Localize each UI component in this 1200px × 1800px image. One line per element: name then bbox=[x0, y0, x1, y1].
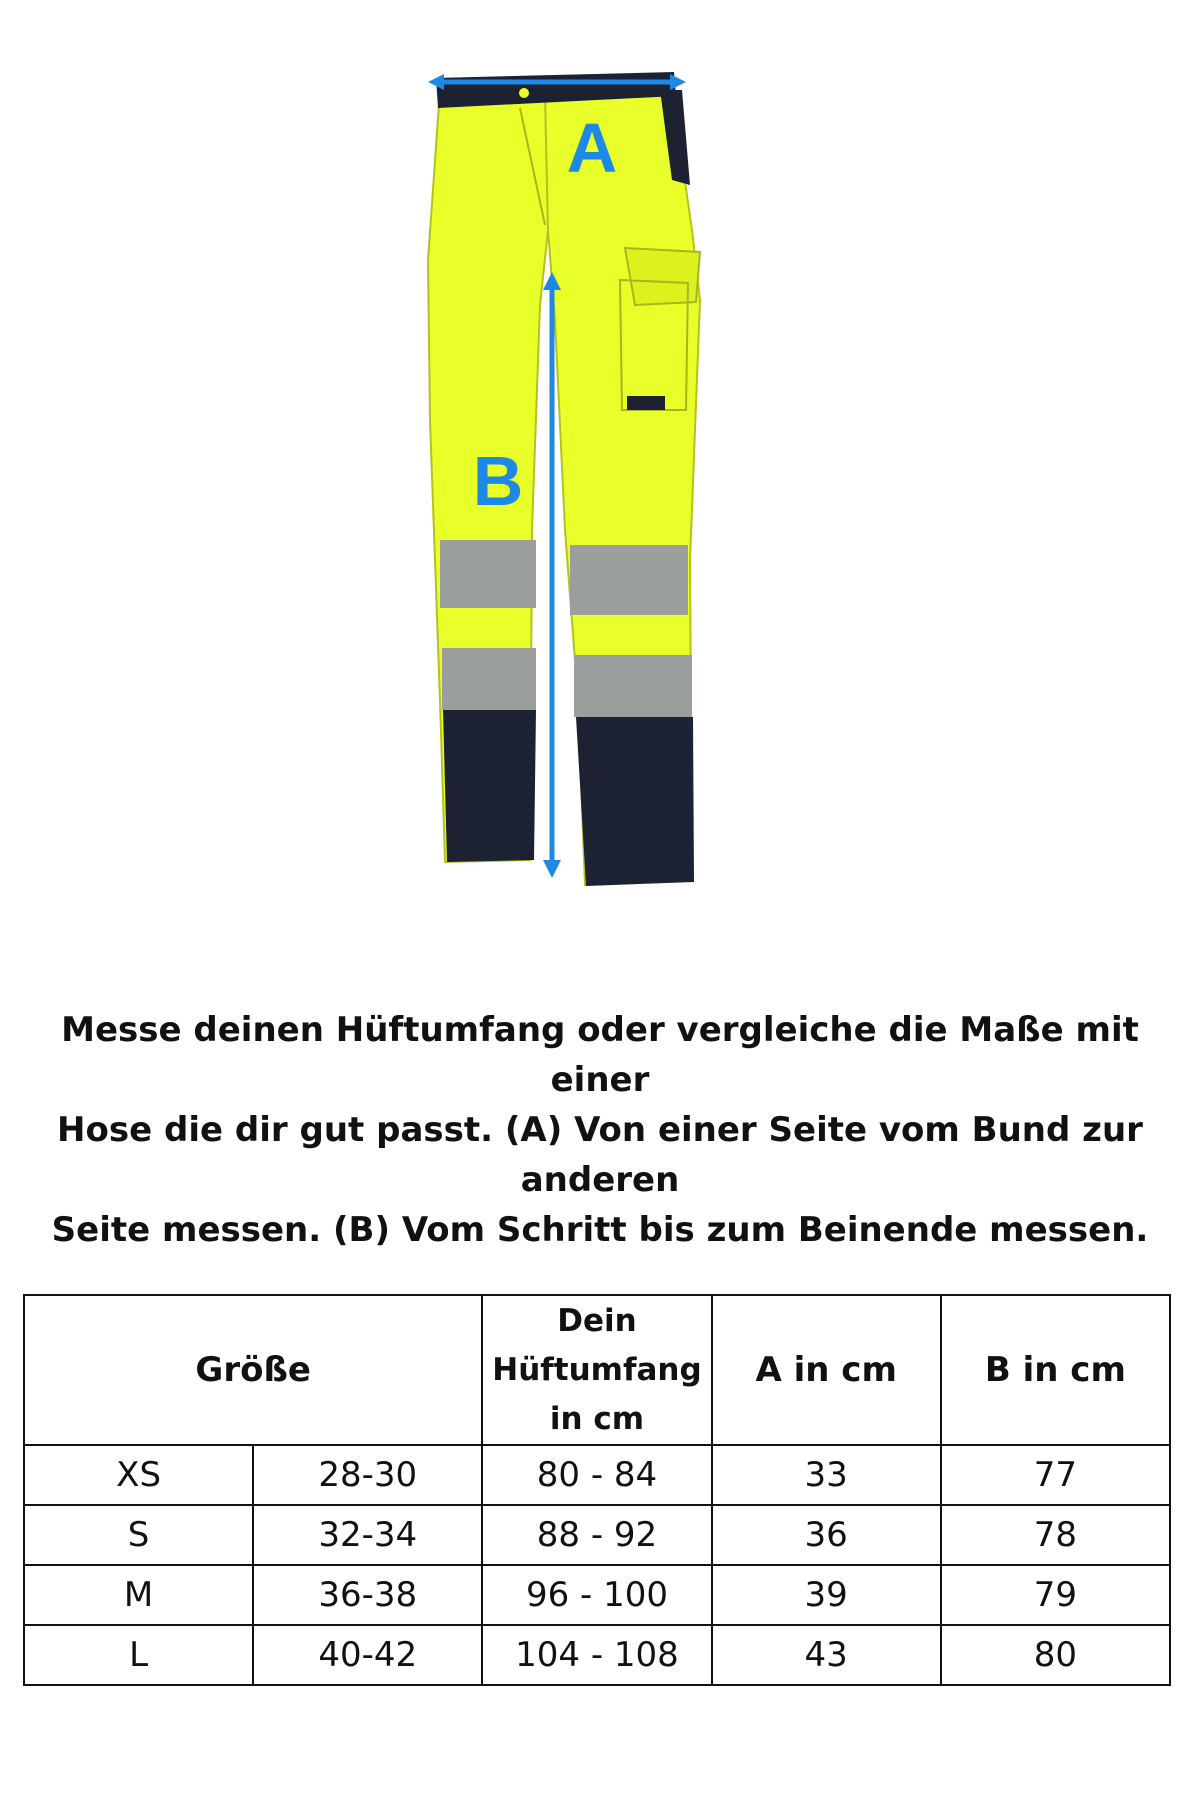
cell-a: 39 bbox=[712, 1565, 941, 1625]
cell-size: XS bbox=[24, 1445, 253, 1505]
cell-a: 33 bbox=[712, 1445, 941, 1505]
cell-b: 79 bbox=[941, 1565, 1170, 1625]
table-row bbox=[24, 1625, 1170, 1685]
cell-a: 36 bbox=[712, 1505, 941, 1565]
table-header-row bbox=[24, 1295, 1170, 1445]
instructions-line-1: Messe deinen Hüftumfang oder vergleiche die Maße mit einer bbox=[61, 1010, 1139, 1100]
measuring-instructions bbox=[30, 1005, 1170, 1255]
cell-size: L bbox=[24, 1625, 253, 1685]
instructions-line-3: Seite messen. (B) Vom Schritt bis zum Beinende messen. bbox=[51, 1210, 1149, 1250]
header-hip-circumference bbox=[482, 1295, 711, 1445]
measure-label-b: B bbox=[472, 442, 524, 520]
cell-hip: 104 - 108 bbox=[482, 1625, 711, 1685]
cell-size-number: 32-34 bbox=[253, 1505, 482, 1565]
cell-b: 80 bbox=[941, 1625, 1170, 1685]
cell-size-number: 40-42 bbox=[253, 1625, 482, 1685]
cell-size-number: 36-38 bbox=[253, 1565, 482, 1625]
header-hip-line-1: Dein bbox=[557, 1302, 637, 1339]
header-hip-line-3: in cm bbox=[549, 1400, 645, 1437]
cell-b: 78 bbox=[941, 1505, 1170, 1565]
cell-b: 77 bbox=[941, 1445, 1170, 1505]
header-a-cm: A in cm bbox=[712, 1295, 941, 1445]
waist-button bbox=[519, 88, 529, 98]
table-row bbox=[24, 1565, 1170, 1625]
size-chart-table bbox=[23, 1294, 1171, 1686]
table-row bbox=[24, 1445, 1170, 1505]
cell-size-number: 28-30 bbox=[253, 1445, 482, 1505]
cell-a: 43 bbox=[712, 1625, 941, 1685]
instructions-line-2: Hose die dir gut passt. (A) Von einer Seite vom Bund zur anderen bbox=[57, 1110, 1143, 1200]
header-size: Größe bbox=[24, 1295, 482, 1445]
cell-hip: 96 - 100 bbox=[482, 1565, 711, 1625]
table-row bbox=[24, 1505, 1170, 1565]
cell-size: M bbox=[24, 1565, 253, 1625]
header-hip-line-2: Hüftumfang bbox=[492, 1351, 702, 1388]
cell-size: S bbox=[24, 1505, 253, 1565]
header-b-cm: B in cm bbox=[941, 1295, 1170, 1445]
measure-label-a: A bbox=[566, 109, 618, 187]
pants-right-leg bbox=[545, 90, 700, 886]
cell-hip: 88 - 92 bbox=[482, 1505, 711, 1565]
cell-hip: 80 - 84 bbox=[482, 1445, 711, 1505]
